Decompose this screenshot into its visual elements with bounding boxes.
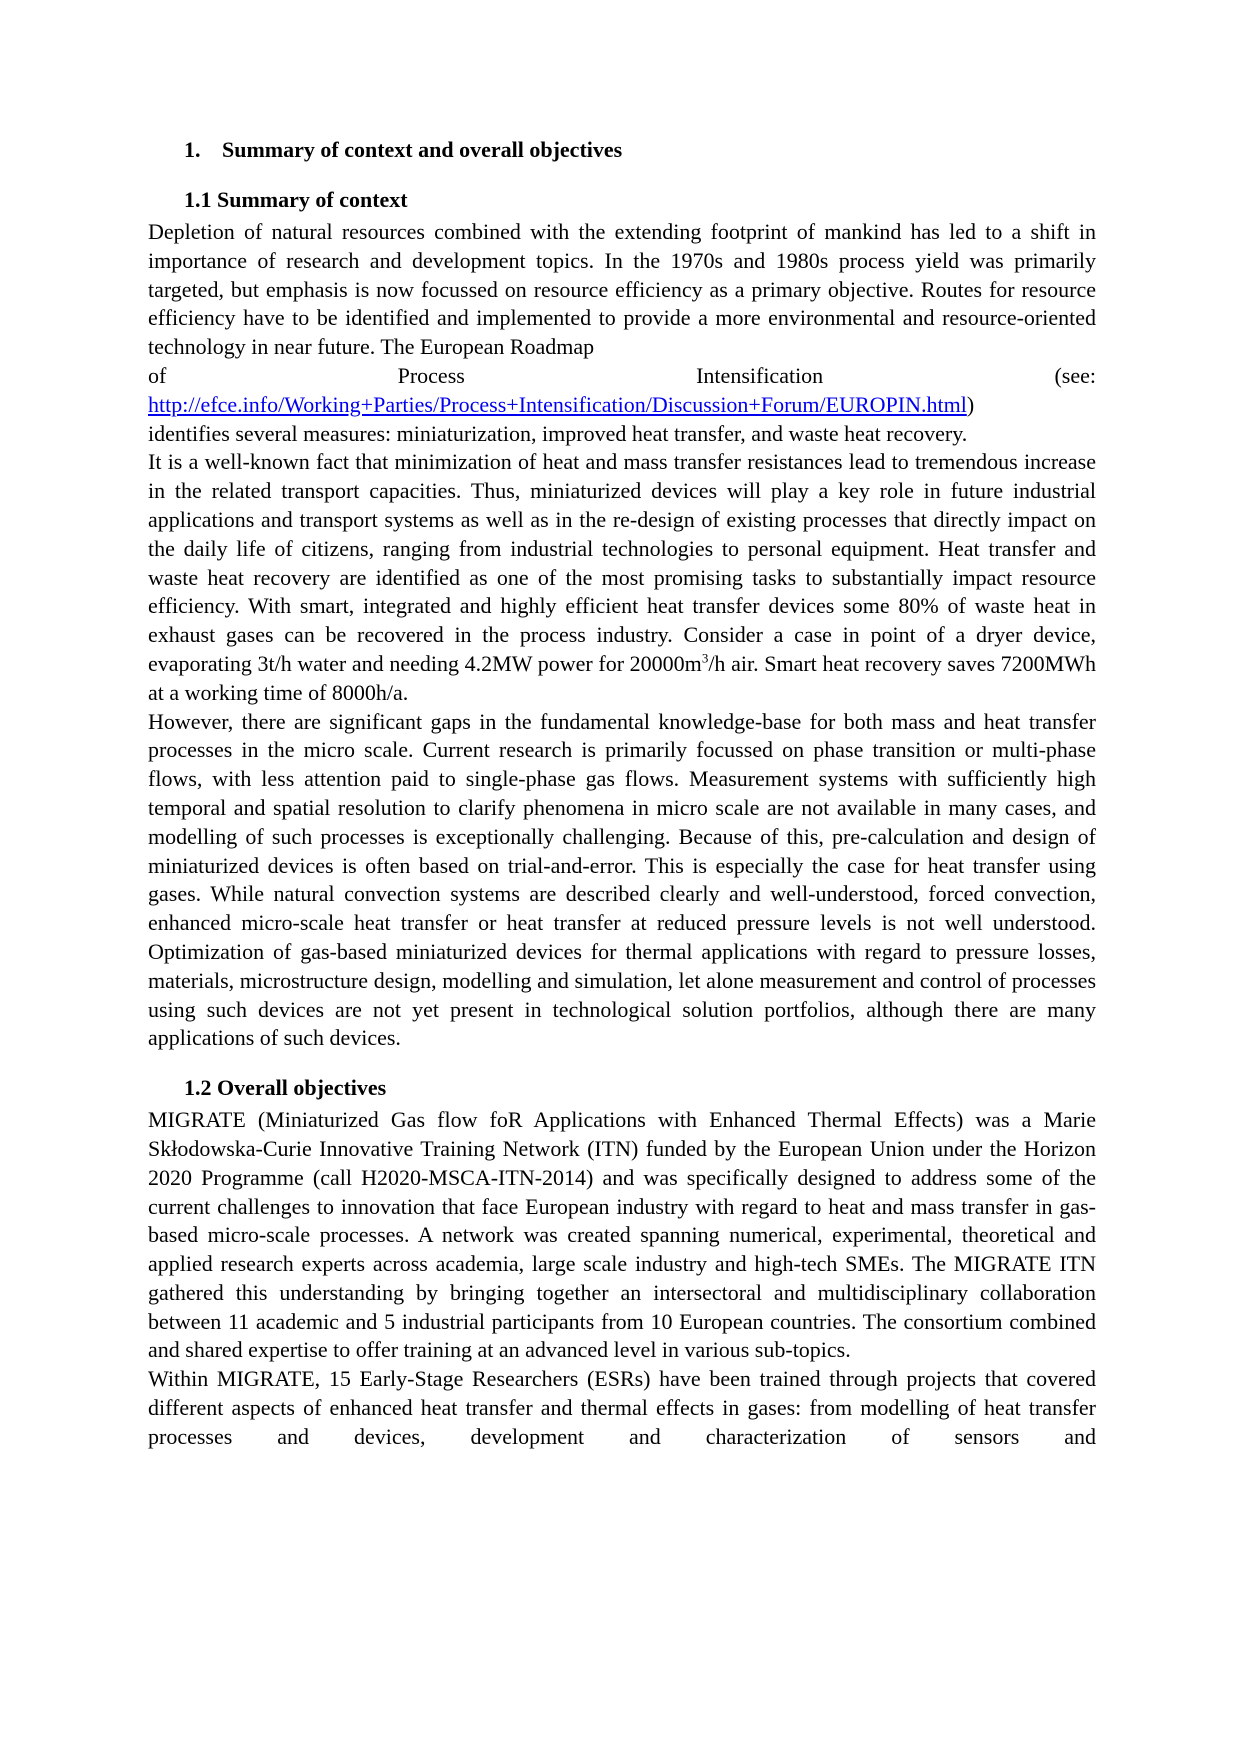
- paragraph-text: Within MIGRATE, 15 Early-Stage Researchers (ESRs) have been trained through projects that covered different aspects of enhanced heat transfer and thermal effects in gases: from modelling of heat transfer processes and devices, development and characterization of sensors and: [148, 1366, 1096, 1449]
- section-heading: [184, 136, 1096, 164]
- subsection-heading-context: 1.1 Summary of context: [184, 187, 408, 212]
- paragraph-context-intro: [148, 218, 1096, 362]
- paragraph-transport-capacities: [148, 448, 1096, 707]
- subsection-heading-objectives: 1.2 Overall objectives: [184, 1075, 387, 1101]
- word: of: [148, 362, 167, 388]
- paragraph-esr-training: [148, 1365, 1096, 1451]
- word: Intensification: [696, 362, 824, 388]
- paragraph-text: MIGRATE (Miniaturized Gas flow foR Applications with Enhanced Thermal Effects) was a Marie Skłodowska-Curie Innovative Training Network (ITN) funded by the European Union under the Horizon 2020 Programme (call H2020-MSCA-ITN-2014) and was specifically designed to address some of the current challenges to innovation that face European industry with regard to heat and mass transfer in gas-based micro-scale processes. A network was created spanning numerical, experimental, theoretical and applied research experts across academia, large scale industry and high-tech SMEs. The MIGRATE ITN gathered this understanding by bringing together an intersectoral and multidisciplinary collaboration between 11 academic and 5 industrial participants from 10 European countries. The consortium combined and shared expertise to offer training at an advanced level in various sub-topics.: [148, 1107, 1096, 1363]
- link-line: [148, 391, 1096, 420]
- paragraph-text: However, there are significant gaps in the fundamental knowledge-base for both mass and heat transfer processes in the micro scale. Current research is primarily focussed on phase transition or multi-phase flows, with less attention paid to single-phase gas flows. Measurement systems with sufficiently high temporal and spatial resolution to clarify phenomena in micro scale are not available in many cases, and modelling of such processes is exceptionally challenging. Because of this, pre-calculation and design of miniaturized devices is often based on trial-and-error. This is especially the case for heat transfer using gases. While natural convection systems are described clearly and well-understood, forced convection, enhanced micro-scale heat transfer or heat transfer at reduced pressure levels is not well understood. Optimization of gas-based miniaturized devices for thermal applications with regard to pressure losses, materials, microstructure design, modelling and simulation, let alone measurement and control of processes using such devices are not yet present in technological solution portfolios, although there are many applications of such devices.: [148, 708, 1096, 1051]
- paragraph-text: Depletion of natural resources combined with the extending footprint of mankind has led to a shift in importance of research and development topics. In the 1970s and 1980s process yield was primarily targeted, but emphasis is now focussed on resource efficiency as a primary objective. Routes for resource efficiency have to be identified and implemented to provide a more environmental and resource-oriented technology in near future. The European Roadmap: [148, 219, 1096, 360]
- paragraph-text: identifies several measures: miniaturization, improved heat transfer, and waste heat recovery.: [148, 420, 968, 446]
- link-closing-paren: ): [966, 391, 975, 417]
- spread-line: [148, 362, 1096, 391]
- superscript: 3: [701, 650, 709, 666]
- word: Process: [397, 362, 465, 388]
- word: (see:: [1054, 362, 1096, 388]
- europin-roadmap-link[interactable]: http://efce.info/Working+Parties/Process+Intensification/Discussion+Forum/EUROPIN.html: [148, 391, 967, 417]
- section-title: Summary of context and overall objectives: [222, 137, 623, 162]
- document-page: [148, 136, 1096, 1452]
- paragraph-knowledge-gaps: [148, 708, 1096, 1054]
- paragraph-measures: [148, 420, 1096, 449]
- paragraph-text: It is a well-known fact that minimization of heat and mass transfer resistances lead to tremendous increase in the related transport capacities. Thus, miniaturized devices will play a key role in future industrial applications and transport systems as well as in the re-design of existing processes that directly impact on the daily life of citizens, ranging from industrial technologies to personal equipment. Heat transfer and waste heat recovery are identified as one of the most promising tasks to substantially impact resource efficiency. With smart, integrated and highly efficient heat transfer devices some 80% of waste heat in exhaust gases can be recovered in the process industry. Consider a case in point of a dryer device, evaporating 3t/h water and needing 4.2MW power for 20000m: [148, 449, 1096, 676]
- paragraph-text: /h air. Smart heat recovery saves 7200MWh at a working time of 8000h/a.: [148, 650, 1097, 705]
- section-number: 1.: [184, 137, 201, 162]
- paragraph-migrate-intro: [148, 1106, 1096, 1365]
